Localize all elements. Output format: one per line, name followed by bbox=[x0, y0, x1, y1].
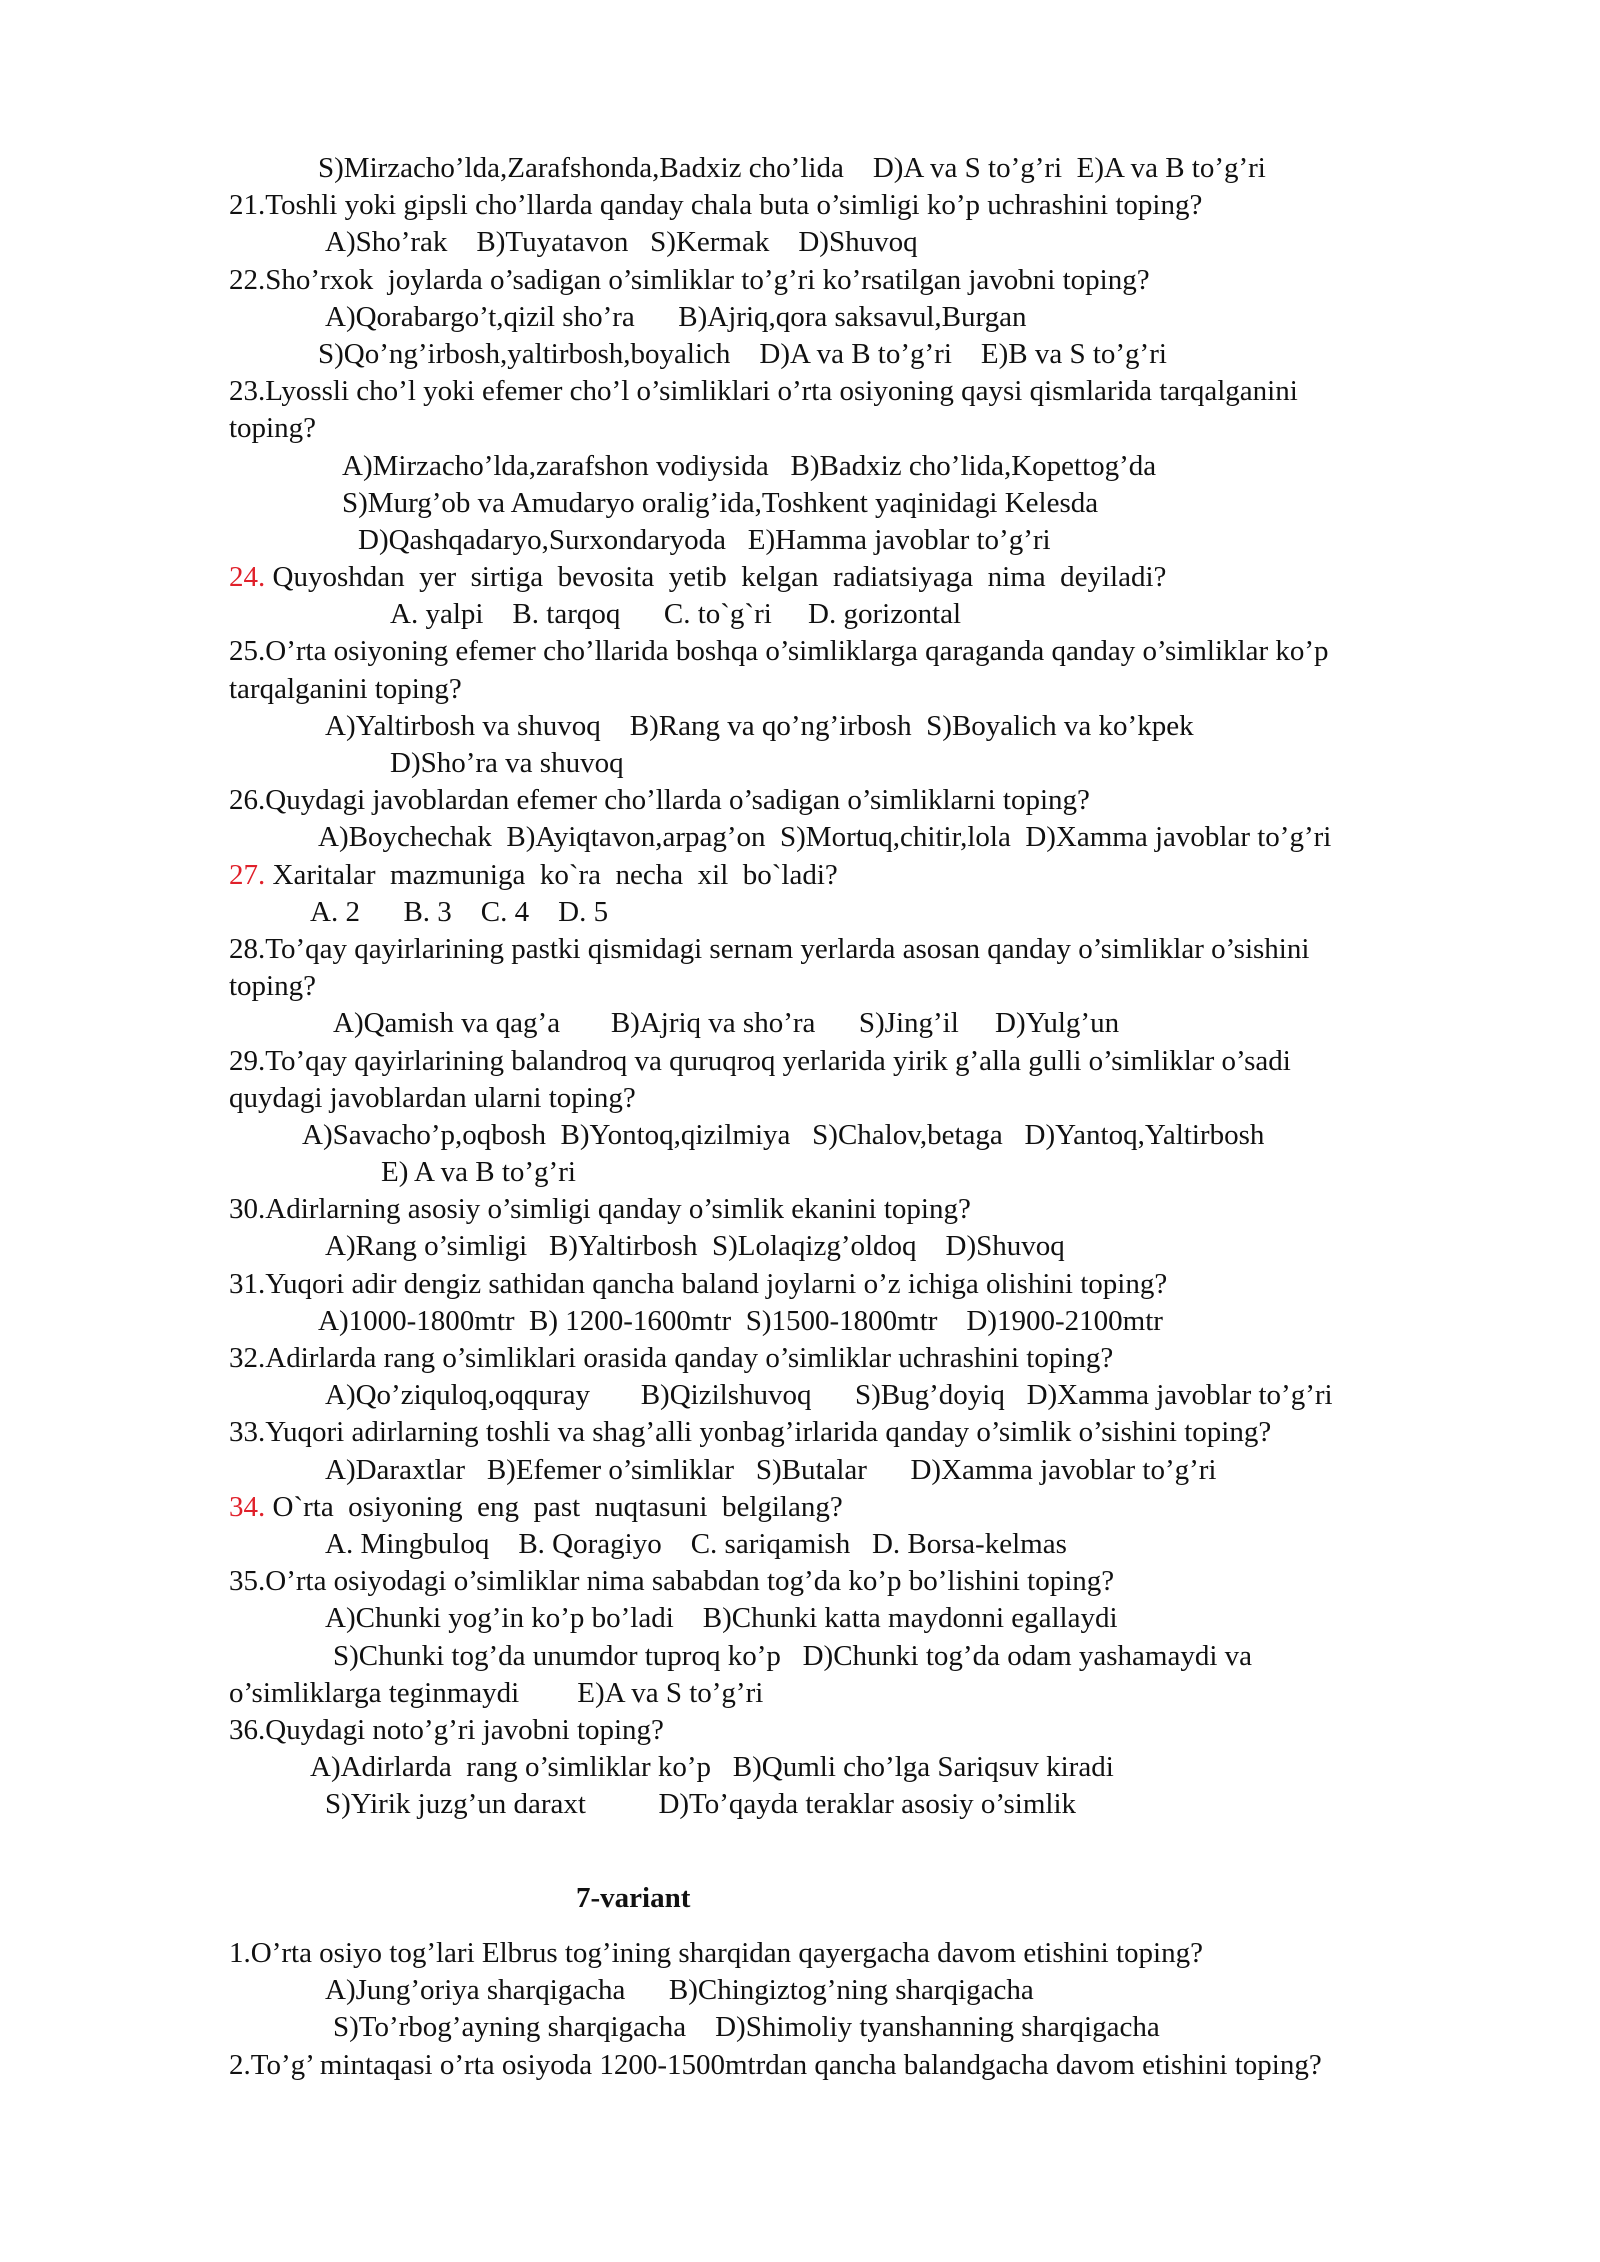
text-line bbox=[0, 224, 1600, 261]
line-text: Quydagi noto’g’ri javobni toping? bbox=[265, 1713, 664, 1746]
question-number: 2. bbox=[229, 2048, 251, 2081]
text-line bbox=[0, 1972, 1600, 2009]
text-line bbox=[0, 1080, 1600, 1117]
line-text: quydagi javoblardan ularni toping? bbox=[229, 1081, 636, 1114]
line-text: Adirlarda rang o’simliklari orasida qanday o’simliklar uchrashini toping? bbox=[265, 1342, 1114, 1374]
line-text: A)Chunki yog’in ko’p bo’ladi B)Chunki katta maydonni egallaydi bbox=[325, 1602, 1118, 1635]
text-line bbox=[0, 485, 1600, 522]
line-text: A)Savacho’p,oqbosh B)Yontoq,qizilmiya S)Chalov,betaga D)Yantoq,Yaltirbosh bbox=[302, 1118, 1265, 1151]
line-text: O’rta osiyo tog’lari Elbrus tog’ining sharqidan qayergacha davom etishini toping? bbox=[250, 1937, 1203, 1970]
text-line bbox=[0, 1228, 1600, 1265]
question-line bbox=[0, 857, 1600, 894]
line-text: A)Adirlarda rang o’simliklar ko’p B)Qumli cho’lga Sariqsuv kiradi bbox=[310, 1751, 1114, 1784]
question-number: 36. bbox=[229, 1713, 266, 1746]
question-number: 33. bbox=[229, 1416, 266, 1449]
question-line bbox=[0, 633, 1600, 670]
question-line bbox=[0, 1712, 1600, 1749]
text-line bbox=[0, 596, 1600, 633]
line-text: O`rta osiyoning eng past nuqtasuni belgilang? bbox=[265, 1490, 843, 1523]
text-line bbox=[0, 2009, 1600, 2046]
question-number: 31. bbox=[229, 1267, 266, 1300]
question-number: 32. bbox=[229, 1342, 266, 1374]
line-text: Sho’rxok joylarda o’sadigan o’simliklar to’g’ri ko’rsatilgan javobni toping? bbox=[265, 263, 1150, 296]
question-line bbox=[0, 2047, 1600, 2084]
line-text: tarqalganini toping? bbox=[229, 672, 462, 705]
question-number: 21. bbox=[229, 189, 266, 222]
heading-text: 7-variant bbox=[576, 1882, 691, 1915]
text-line bbox=[0, 410, 1600, 447]
line-text: A. Mingbuloq B. Qoragiyo C. sariqamish D. Borsa-kelmas bbox=[325, 1527, 1067, 1560]
text-line bbox=[0, 336, 1600, 373]
question-line bbox=[0, 559, 1600, 596]
line-text: toping? bbox=[229, 412, 316, 445]
text-line bbox=[0, 299, 1600, 336]
question-number: 24. bbox=[229, 561, 266, 594]
line-text: S)To’rbog’ayning sharqigacha D)Shimoliy tyanshanning sharqigacha bbox=[333, 2011, 1160, 2044]
line-text: To’g’ mintaqasi o’rta osiyoda 1200-1500mtrdan qancha balandgacha davom etishini toping? bbox=[250, 2048, 1322, 2081]
line-text: Yuqori adirlarning toshli va shag’alli yonbag’irlarida qanday o’simlik o’sishini toping? bbox=[265, 1416, 1272, 1449]
question-line bbox=[0, 373, 1600, 410]
line-text: S)Qo’ng’irbosh,yaltirbosh,boyalich D)A va B to’g’ri E)B va S to’g’ri bbox=[318, 337, 1167, 370]
question-line bbox=[0, 1340, 1600, 1377]
line-text: A)Yaltirbosh va shuvoq B)Rang va qo’ng’irbosh S)Boyalich va ko’kpek bbox=[325, 709, 1194, 742]
line-text: A)Sho’rak B)Tuyatavon S)Kermak D)Shuvoq bbox=[325, 226, 918, 259]
text-line bbox=[0, 1154, 1600, 1191]
question-line bbox=[0, 1563, 1600, 1600]
line-text: A)Qamish va qag’a B)Ajriq va sho’ra S)Jing’il D)Yulg’un bbox=[333, 1007, 1120, 1040]
text-line bbox=[0, 1786, 1600, 1823]
question-number: 22. bbox=[229, 263, 266, 296]
text-line bbox=[0, 894, 1600, 931]
text-line bbox=[0, 150, 1600, 187]
text-line bbox=[0, 1675, 1600, 1712]
line-text: A)Mirzacho’lda,zarafshon vodiysida B)Badxiz cho’lida,Kopettog’da bbox=[342, 449, 1157, 482]
question-line bbox=[0, 1191, 1600, 1228]
line-text: A)Rang o’simligi B)Yaltirbosh S)Lolaqizg’oldoq D)Shuvoq bbox=[325, 1230, 1065, 1263]
question-number: 25. bbox=[229, 635, 266, 668]
line-text: Adirlarning asosiy o’simligi qanday o’simlik ekanini toping? bbox=[265, 1193, 971, 1226]
question-number: 34. bbox=[229, 1490, 266, 1523]
text-line bbox=[0, 819, 1600, 856]
text-line bbox=[0, 671, 1600, 708]
text-line bbox=[0, 708, 1600, 745]
line-text: D)Sho’ra va shuvoq bbox=[390, 747, 624, 779]
text-line bbox=[0, 1117, 1600, 1154]
question-line bbox=[0, 1414, 1600, 1451]
question-number: 28. bbox=[229, 932, 266, 965]
question-number: 27. bbox=[229, 858, 266, 891]
question-line bbox=[0, 1266, 1600, 1303]
text-line bbox=[0, 1600, 1600, 1637]
question-line bbox=[0, 1043, 1600, 1080]
question-line bbox=[0, 1489, 1600, 1526]
line-text: S)Yirik juzg’un daraxt D)To’qayda teraklar asosiy o’simlik bbox=[325, 1788, 1076, 1821]
question-line bbox=[0, 931, 1600, 968]
question-number: 35. bbox=[229, 1565, 266, 1598]
line-text: S)Mirzacho’lda,Zarafshonda,Badxiz cho’lida D)A va S to’g’ri E)A va B to’g’ri bbox=[318, 152, 1266, 184]
line-text: A)Qorabargo’t,qizil sho’ra B)Ajriq,qora saksavul,Burgan bbox=[325, 300, 1027, 333]
text-line bbox=[0, 1526, 1600, 1563]
line-text: S)Murg’ob va Amudaryo oralig’ida,Toshkent yaqinidagi Kelesda bbox=[342, 486, 1099, 519]
line-text: Toshli yoki gipsli cho’llarda qanday chala buta o’simligi ko’p uchrashini toping? bbox=[265, 189, 1203, 222]
question-line bbox=[0, 1935, 1600, 1972]
line-text: O’rta osiyoning efemer cho’llarida boshqa o’simliklarga qaraganda qanday o’simliklar ko’p bbox=[265, 635, 1329, 668]
line-text: o’simliklarga teginmaydi E)A va S to’g’ri bbox=[229, 1676, 764, 1709]
section-heading bbox=[0, 1823, 1600, 1935]
text-line bbox=[0, 968, 1600, 1005]
line-text: A)1000-1800mtr B) 1200-1600mtr S)1500-1800mtr D)1900-2100mtr bbox=[318, 1304, 1163, 1337]
question-number: 23. bbox=[229, 375, 266, 408]
text-line bbox=[0, 1638, 1600, 1675]
line-text: O’rta osiyodagi o’simliklar nima sababdan tog’da ko’p bo’lishini toping? bbox=[265, 1565, 1115, 1598]
line-text: A. yalpi B. tarqoq C. to`g`ri D. gorizontal bbox=[390, 598, 962, 631]
text-line bbox=[0, 1377, 1600, 1414]
question-number: 26. bbox=[229, 784, 266, 817]
line-text: E) A va B to’g’ri bbox=[381, 1156, 576, 1189]
line-text: A)Jung’oriya sharqigacha B)Chingiztog’ning sharqigacha bbox=[325, 1974, 1034, 2007]
line-text: Yuqori adir dengiz sathidan qancha baland joylarni o’z ichiga olishini toping? bbox=[265, 1267, 1168, 1300]
line-text: A)Qo’ziquloq,oqquray B)Qizilshuvoq S)Bug’doyiq D)Xamma javoblar to’g’ri bbox=[325, 1379, 1333, 1412]
text-line bbox=[0, 1749, 1600, 1786]
line-text: A)Boychechak B)Ayiqtavon,arpag’on S)Mortuq,chitir,lola D)Xamma javoblar to’g’ri bbox=[318, 821, 1332, 854]
line-text: A)Daraxtlar B)Efemer o’simliklar S)Butalar D)Xamma javoblar to’g’ri bbox=[325, 1453, 1217, 1486]
question-line bbox=[0, 187, 1600, 224]
line-text: Xaritalar mazmuniga ko`ra necha xil bo`ladi? bbox=[265, 858, 838, 891]
text-line bbox=[0, 1005, 1600, 1042]
text-line bbox=[0, 448, 1600, 485]
line-text: toping? bbox=[229, 970, 316, 1003]
question-number: 29. bbox=[229, 1044, 266, 1077]
document-page bbox=[0, 150, 1600, 2084]
question-line bbox=[0, 782, 1600, 819]
text-line bbox=[0, 745, 1600, 782]
text-line bbox=[0, 1452, 1600, 1489]
line-text: To’qay qayirlarining balandroq va quruqroq yerlarida yirik g’alla gulli o’simliklar o’sadi bbox=[265, 1044, 1291, 1077]
line-text: To’qay qayirlarining pastki qismidagi sernam yerlarda asosan qanday o’simliklar o’sishini bbox=[265, 932, 1310, 965]
question-number: 30. bbox=[229, 1193, 266, 1226]
line-text: D)Qashqadaryo,Surxondaryoda E)Hamma javoblar to’g’ri bbox=[358, 523, 1051, 556]
line-text: Quyoshdan yer sirtiga bevosita yetib kelgan radiatsiyaga nima deyiladi? bbox=[265, 561, 1167, 594]
question-line bbox=[0, 262, 1600, 299]
text-line bbox=[0, 1303, 1600, 1340]
question-number: 1. bbox=[229, 1937, 251, 1970]
line-text: Quydagi javoblardan efemer cho’llarda o’sadigan o’simliklarni toping? bbox=[265, 784, 1090, 817]
text-line bbox=[0, 522, 1600, 559]
line-text: S)Chunki tog’da unumdor tuproq ko’p D)Chunki tog’da odam yashamaydi va bbox=[333, 1639, 1253, 1672]
line-text: Lyossli cho’l yoki efemer cho’l o’simliklari o’rta osiyoning qaysi qismlarida tarqalganini bbox=[265, 375, 1298, 408]
line-text: A. 2 B. 3 C. 4 D. 5 bbox=[310, 895, 609, 928]
